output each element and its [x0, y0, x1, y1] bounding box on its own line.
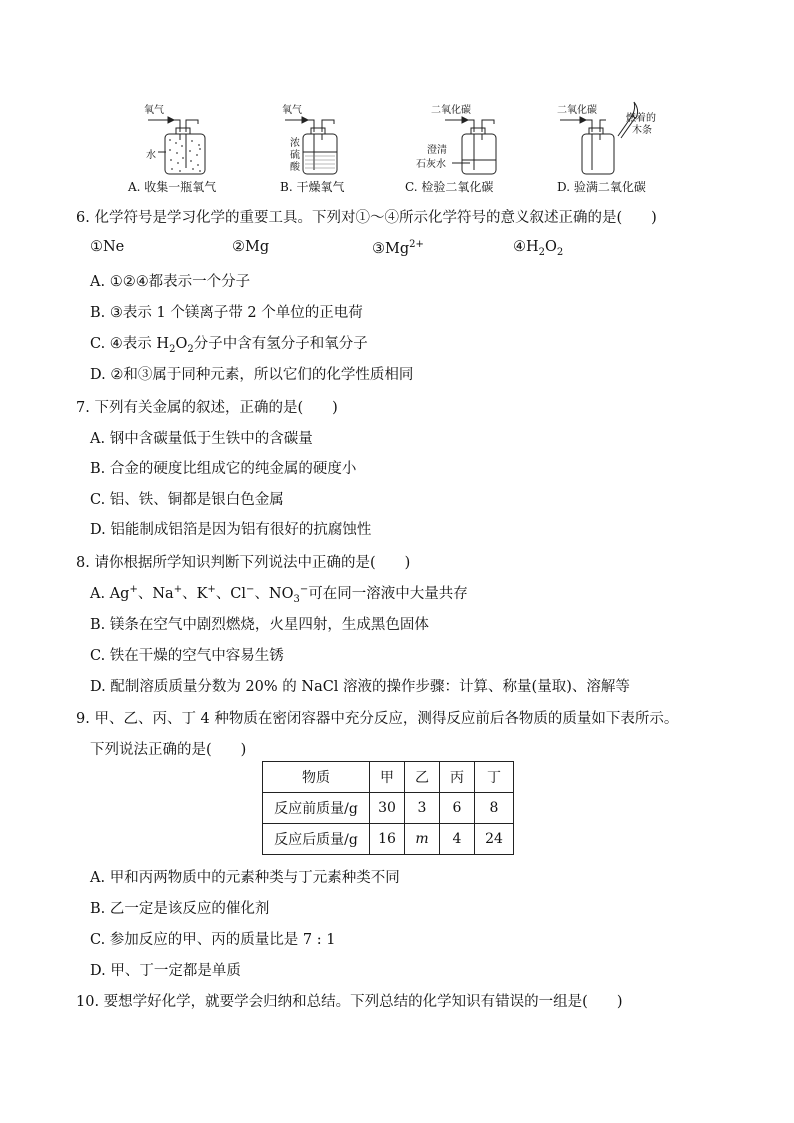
q6-symbol-4-sub2: 2 — [556, 246, 564, 258]
figure-d-gas-label: 二氧化碳 — [557, 105, 597, 116]
figure-a-gas-label: 氧气 — [144, 105, 164, 116]
table-cell: 丙 — [440, 762, 475, 793]
table-cell: 6 — [440, 793, 475, 824]
table-cell: 8 — [475, 793, 514, 824]
q6-option-c — [90, 332, 368, 355]
table-cell: 30 — [370, 793, 405, 824]
q8-a-no: 、NO — [254, 586, 294, 602]
q8-option-b: B. 镁条在空气中剧烈燃烧，火星四射，生成黑色固体 — [90, 617, 429, 633]
figure-a-water-label: 水 — [146, 150, 156, 161]
figure-b-acid-label-1: 浓 — [290, 138, 300, 149]
q6-symbol-3-main: ③Mg — [372, 240, 410, 257]
figure-c-lime-label-2: 石灰水 — [416, 159, 446, 170]
q9-option-d: D. 甲、丁一定都是单质 — [90, 963, 241, 979]
table-cell: 3 — [405, 793, 440, 824]
table-cell: 甲 — [370, 762, 405, 793]
table-cell: 反应前质量/g — [263, 793, 370, 824]
figure-b-acid-label-2: 硫 — [290, 150, 300, 161]
q6-option-a: A. ①②④都表示一个分子 — [90, 274, 251, 290]
q8-stem: 8. 请你根据所学知识判断下列说法中正确的是( ) — [76, 555, 411, 571]
q9-stem-line1: 9. 甲、乙、丙、丁 4 种物质在密闭容器中充分反应，测得反应前后各物质的质量如下表所示。 — [76, 711, 679, 727]
q7-stem: 7. 下列有关金属的叙述，正确的是( ) — [76, 400, 338, 416]
q8-a-ag: A. Ag — [90, 586, 130, 602]
q9-stem-line2: 下列说法正确的是( ) — [90, 742, 247, 758]
q9-option-c: C. 参加反应的甲、丙的质量比是 7 : 1 — [90, 932, 336, 948]
q9-mass-table — [262, 761, 514, 855]
table-cell: m — [405, 824, 440, 855]
table-cell: 16 — [370, 824, 405, 855]
q6-option-c-sub2: 2 — [187, 343, 194, 355]
table-row — [263, 793, 514, 824]
q8-a-no-sub: 3 — [293, 593, 300, 605]
q7-option-a: A. 钢中含碳量低于生铁中的含碳量 — [90, 431, 313, 447]
q8-a-no3-charge: − — [299, 584, 309, 596]
q6-symbol-1: ①Ne — [90, 239, 125, 255]
table-cell: 反应后质量/g — [263, 824, 370, 855]
q6-option-b: B. ③表示 1 个镁离子带 2 个单位的正电荷 — [90, 305, 363, 321]
table-cell: 4 — [440, 824, 475, 855]
table-cell: 乙 — [405, 762, 440, 793]
q7-option-c: C. 铝、铁、铜都是银白色金属 — [90, 492, 284, 508]
q6-option-c-pre: C. ④表示 H — [90, 336, 170, 352]
q6-symbol-4-main: ④H — [513, 239, 539, 255]
q6-option-c-sub1: 2 — [169, 343, 176, 355]
q7-option-b: B. 合金的硬度比组成它的纯金属的硬度小 — [90, 461, 357, 477]
q8-a-k: 、K — [182, 586, 208, 602]
q9-option-a: A. 甲和丙两物质中的元素种类与丁元素种类不同 — [90, 870, 400, 886]
q6-symbol-4-mid: O — [545, 239, 557, 255]
figure-a-caption: A. 收集一瓶氧气 — [128, 180, 217, 194]
q10-stem: 10. 要想学好化学，就要学会归纳和总结。下列总结的化学知识有错误的一组是( ) — [76, 994, 623, 1010]
q8-a-na: 、Na — [137, 586, 174, 602]
q6-option-c-post: 分子中含有氢分子和氧分子 — [193, 336, 368, 352]
figure-b-acid-label-3: 酸 — [290, 162, 300, 173]
q6-symbol-4 — [513, 239, 563, 258]
apparatus-figures — [0, 95, 794, 180]
table-cell: 丁 — [475, 762, 514, 793]
figure-d-caption: D. 验满二氧化碳 — [557, 180, 646, 194]
figure-c-gas-label: 二氧化碳 — [431, 105, 471, 116]
table-header-row — [263, 762, 514, 793]
figure-c-lime-label-1: 澄清 — [427, 145, 447, 156]
q8-a-post: 可在同一溶液中大量共存 — [308, 586, 468, 602]
q8-a-na-charge: + — [173, 584, 183, 596]
figure-b-gas-label: 氧气 — [282, 105, 302, 116]
figure-a-bottle — [148, 117, 205, 174]
q6-symbol-3-charge: 2+ — [409, 239, 424, 250]
q8-option-d: D. 配制溶质质量分数为 20% 的 NaCl 溶液的操作步骤：计算、称量(量取)、溶解等 — [90, 679, 630, 695]
q9-option-b: B. 乙一定是该反应的催化剂 — [90, 901, 270, 917]
figure-b-caption: B. 干燥氧气 — [280, 180, 345, 194]
q6-option-d: D. ②和③属于同种元素，所以它们的化学性质相同 — [90, 367, 414, 383]
q8-a-ag-charge: + — [129, 584, 138, 596]
table-row — [263, 824, 514, 855]
q6-symbol-4-sub1: 2 — [538, 246, 546, 258]
table-cell: 物质 — [263, 762, 370, 793]
q6-stem: 6. 化学符号是学习化学的重要工具。下列对①～④所示化学符号的意义叙述正确的是( ) — [76, 210, 657, 226]
q6-symbol-2: ②Mg — [232, 239, 270, 255]
q8-option-c: C. 铁在干燥的空气中容易生锈 — [90, 648, 284, 664]
q6-option-c-mid: O — [175, 336, 188, 352]
figure-c-caption: C. 检验二氧化碳 — [405, 180, 494, 194]
q8-a-k-charge: + — [207, 584, 216, 596]
table-cell: 24 — [475, 824, 514, 855]
figure-c-bottle — [445, 117, 496, 174]
q8-a-cl-charge: − — [246, 584, 255, 596]
q6-symbol-3 — [372, 239, 424, 257]
figure-d-stick-label-1: 燃着的 — [626, 113, 656, 124]
q8-a-cl: 、Cl — [215, 586, 247, 602]
q8-option-a — [90, 582, 468, 605]
q7-option-d: D. 铝能制成铝箔是因为铝有很好的抗腐蚀性 — [90, 522, 372, 538]
figure-d-stick-label-2: 木条 — [632, 125, 652, 136]
